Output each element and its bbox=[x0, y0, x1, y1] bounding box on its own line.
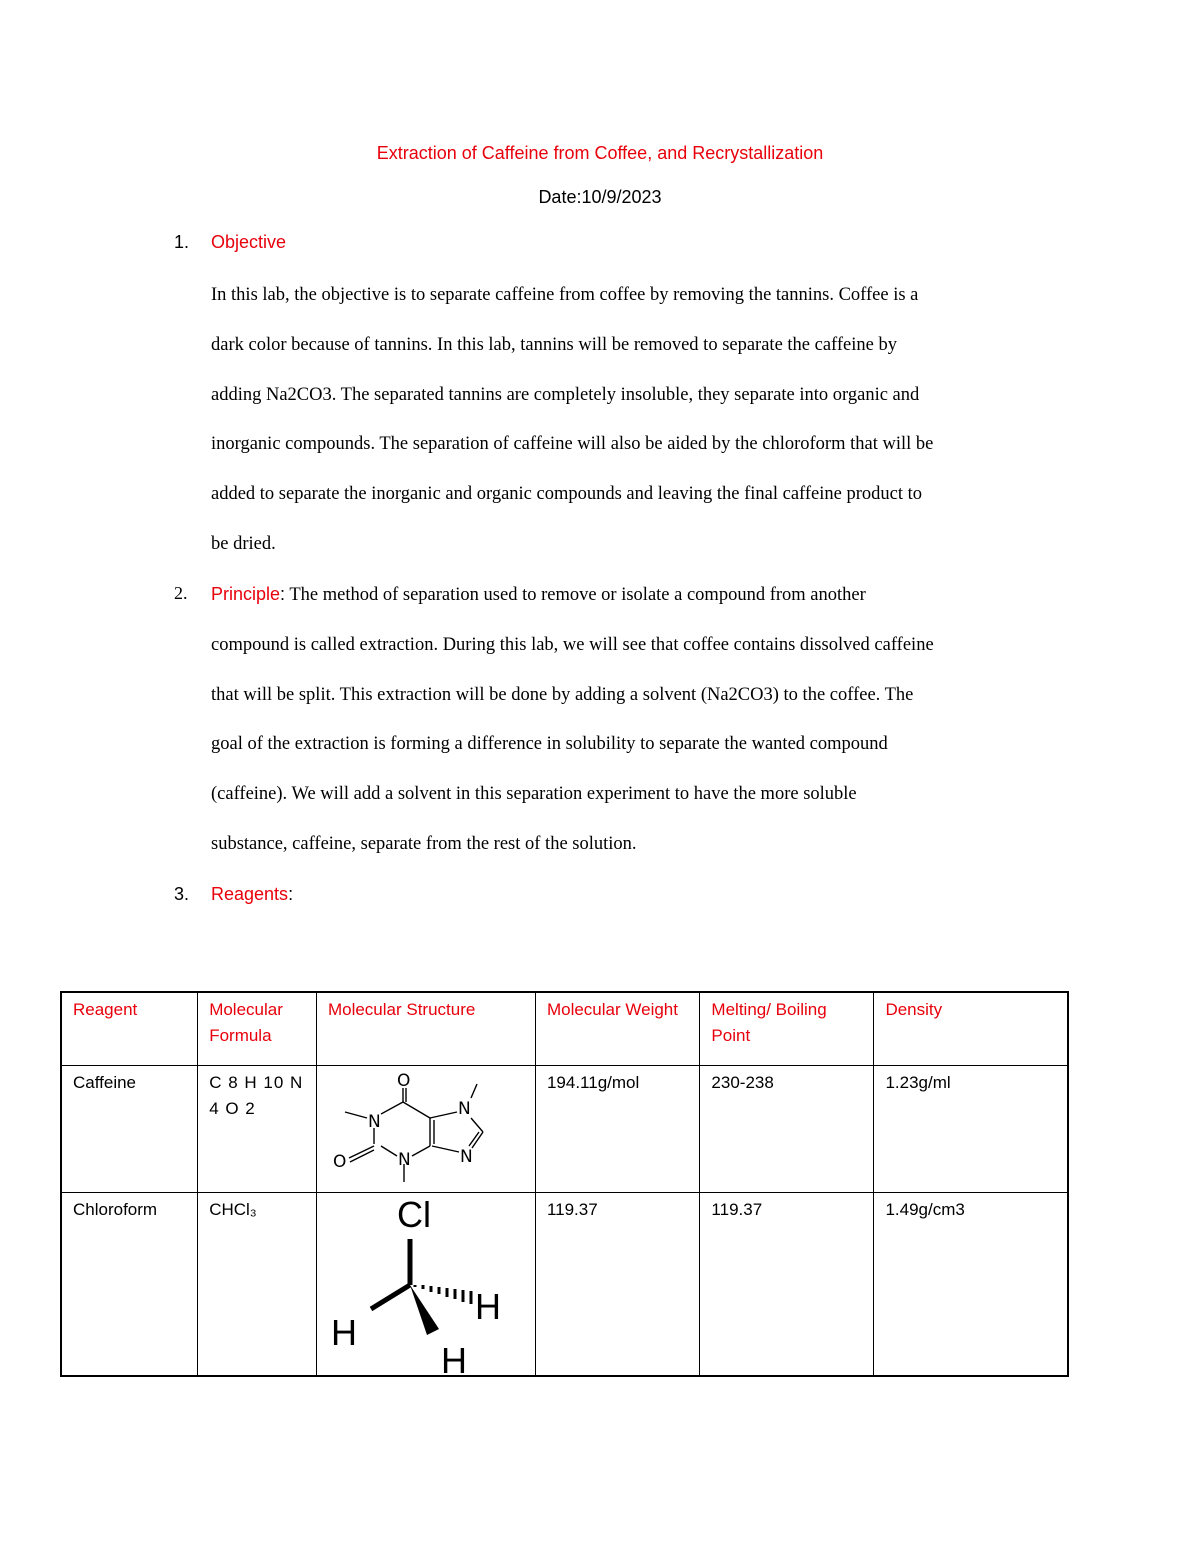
section-2-heading: Principle bbox=[211, 584, 281, 604]
section-1-number: 1. bbox=[174, 232, 190, 252]
document-title: Extraction of Caffeine from Coffee, and Recrystallization bbox=[376, 143, 824, 163]
section-2-number: 2. bbox=[174, 583, 188, 603]
header-molecular-weight: Molecular Weight bbox=[535, 992, 699, 1066]
table-header-row bbox=[61, 992, 1068, 1066]
table-row bbox=[61, 1193, 1068, 1377]
chloroform-structure-image bbox=[317, 1193, 535, 1375]
atom-label: H bbox=[330, 1312, 357, 1353]
atom-label: Cl bbox=[396, 1194, 431, 1235]
atom-label: N bbox=[457, 1099, 471, 1119]
atom-label: N bbox=[459, 1147, 473, 1167]
cell-structure bbox=[316, 1193, 535, 1377]
atom-label: O bbox=[396, 1071, 411, 1091]
paragraph-line: inorganic compounds. The separation of caffeine will also be aided by the chloroform that will be bbox=[211, 434, 934, 455]
section-1-heading: Objective bbox=[211, 232, 287, 252]
caffeine-atom-labels bbox=[333, 1071, 473, 1172]
section-3-heading: Reagents bbox=[211, 884, 289, 904]
paragraph-line: that will be split. This extraction will be done by adding a solvent (Na2CO3) to the coffee. The bbox=[211, 684, 914, 705]
section-3-colon: : bbox=[288, 884, 294, 904]
atom-label: H bbox=[440, 1340, 467, 1375]
cell-density: 1.49g/cm3 bbox=[874, 1193, 1068, 1377]
principle-paragraph bbox=[211, 570, 1071, 870]
paragraph-line: added to separate the inorganic and organic compounds and leaving the final caffeine product to bbox=[211, 484, 922, 505]
cell-density: 1.23g/ml bbox=[874, 1066, 1068, 1193]
caffeine-structure-image bbox=[317, 1066, 535, 1192]
paragraph-line: (caffeine). We will add a solvent in this separation experiment to have the more soluble bbox=[211, 784, 857, 805]
paragraph-line: be dried. bbox=[211, 533, 276, 554]
section-3-number: 3. bbox=[174, 884, 190, 904]
chloroform-atom-labels bbox=[331, 1194, 501, 1375]
cell-weight: 194.11g/mol bbox=[535, 1066, 699, 1193]
cell-reagent: Caffeine bbox=[61, 1066, 198, 1193]
cell-formula: C 8 H 10 N 4 O 2 bbox=[198, 1066, 317, 1193]
paragraph-line: compound is called extraction. During this lab, we will see that coffee contains dissolved caffeine bbox=[211, 634, 934, 655]
header-reagent: Reagent bbox=[61, 992, 198, 1066]
reagents-table bbox=[60, 991, 1069, 1377]
atom-label: H bbox=[474, 1286, 501, 1327]
paragraph-line: adding Na2CO3. The separated tannins are completely insoluble, they separate into organic and bbox=[211, 384, 920, 405]
cell-melting-boiling: 230-238 bbox=[700, 1066, 874, 1193]
section-3-heading-wrap bbox=[211, 884, 293, 905]
cell-structure bbox=[316, 1066, 535, 1193]
paragraph-line: In this lab, the objective is to separate caffeine from coffee by removing the tannins. Coffee is a bbox=[211, 285, 919, 305]
cell-weight: 119.37 bbox=[535, 1193, 699, 1377]
atom-label: N bbox=[367, 1112, 381, 1132]
header-molecular-formula: Molecular Formula bbox=[198, 992, 317, 1066]
objective-paragraph bbox=[211, 271, 1071, 570]
section-2-colon: : bbox=[280, 584, 286, 604]
paragraph-line: goal of the extraction is forming a difference in solubility to separate the wanted compound bbox=[211, 734, 888, 755]
header-melting-boiling-point: Melting/ Boiling Point bbox=[700, 992, 874, 1066]
header-density: Density bbox=[874, 992, 1068, 1066]
chloroform-bonds bbox=[371, 1239, 471, 1335]
principle-first-line bbox=[211, 570, 1071, 621]
table-row bbox=[61, 1066, 1068, 1193]
cell-reagent: Chloroform bbox=[61, 1193, 198, 1377]
document-date: Date:10/9/2023 bbox=[538, 187, 662, 207]
paragraph-line: substance, caffeine, separate from the rest of the solution. bbox=[211, 833, 637, 854]
cell-melting-boiling: 119.37 bbox=[700, 1193, 874, 1377]
atom-label: N bbox=[397, 1150, 411, 1170]
principle-inline-text: The method of separation used to remove or isolate a compound from another bbox=[289, 585, 866, 605]
atom-label: O bbox=[332, 1152, 347, 1172]
header-molecular-structure: Molecular Structure bbox=[316, 992, 535, 1066]
cell-formula: CHCl₃ bbox=[198, 1193, 317, 1377]
paragraph-line: dark color because of tannins. In this lab, tannins will be removed to separate the caffeine by bbox=[211, 334, 897, 355]
